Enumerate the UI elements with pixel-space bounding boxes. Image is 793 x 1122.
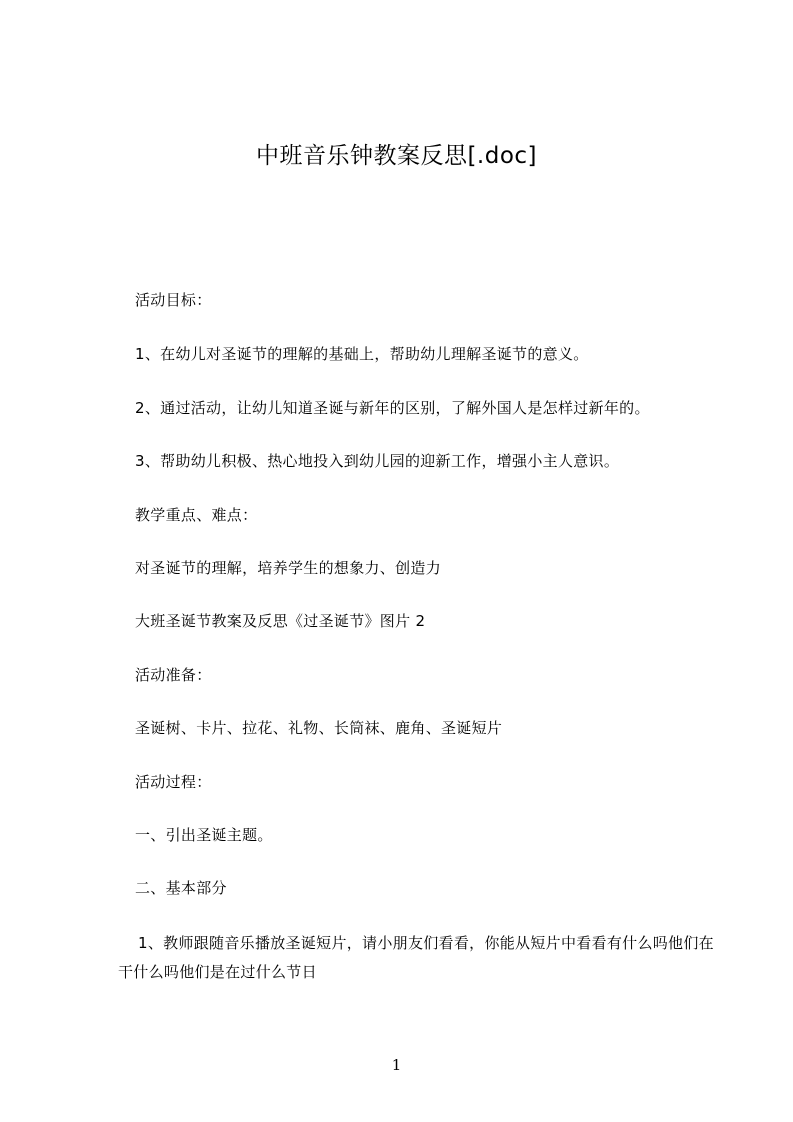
page-number: 1: [391, 1056, 402, 1074]
paragraph-goal-1: 1、在幼儿对圣诞节的理解的基础上，帮助幼儿理解圣诞节的意义。: [135, 345, 589, 363]
paragraph-activity-goals-heading: 活动目标：: [135, 291, 212, 309]
document-title: 中班音乐钟教案反思[.doc]: [255, 143, 538, 169]
paragraph-goal-2: 2、通过活动，让幼儿知道圣诞与新年的区别，了解外国人是怎样过新年的。: [135, 399, 650, 417]
paragraph-key-points: 对圣诞节的理解，培养学生的想象力、创造力: [135, 559, 442, 577]
paragraph-reference: 大班圣诞节教案及反思《过圣诞节》图片 2: [135, 612, 426, 630]
paragraph-goal-3: 3、帮助幼儿积极、热心地投入到幼儿园的迎新工作，增强小主人意识。: [135, 452, 620, 470]
paragraph-preparation-heading: 活动准备：: [135, 666, 212, 684]
paragraph-key-points-heading: 教学重点、难点：: [135, 506, 258, 524]
paragraph-process-heading: 活动过程：: [135, 773, 212, 791]
paragraph-section-two: 二、基本部分: [135, 879, 227, 897]
paragraph-section-one: 一、引出圣诞主题。: [135, 826, 273, 844]
paragraph-step-1: 1、教师跟随音乐播放圣诞短片，请小朋友们看看，你能从短片中看看有什么吗他们在干什么吗他们是在过什么节日: [118, 934, 714, 981]
paragraph-materials: 圣诞树、卡片、拉花、礼物、长筒袜、鹿角、圣诞短片: [135, 719, 503, 737]
